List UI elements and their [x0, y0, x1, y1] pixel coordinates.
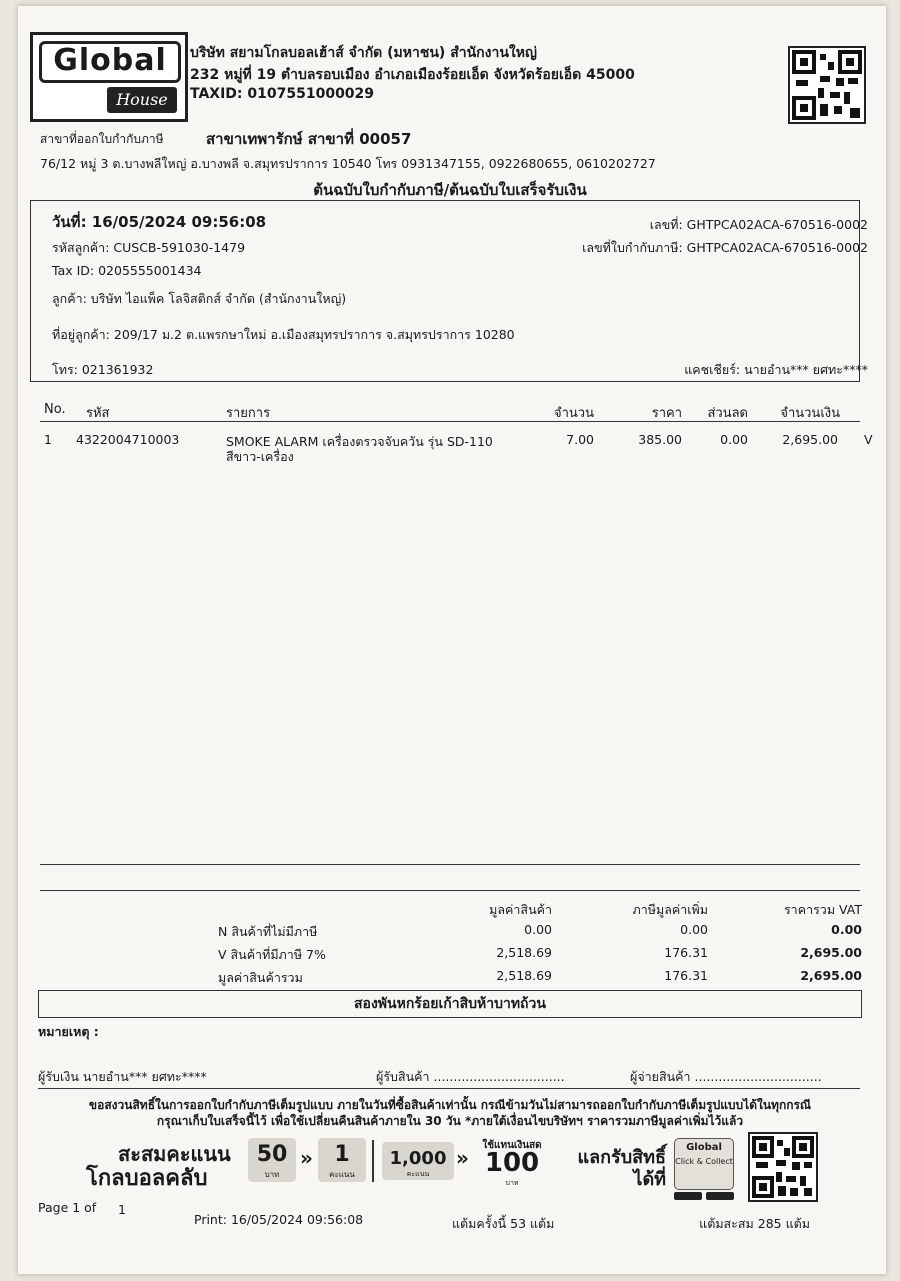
row-code: 4322004710003	[76, 432, 180, 447]
summary-label-nonvat: N สินค้าที่ไม่มีภาษี	[218, 924, 318, 939]
signature-divider	[38, 1088, 860, 1089]
app-store-icon	[706, 1192, 734, 1200]
cashier-name: แคชเชียร์: นายอำน*** ยศทะ****	[684, 362, 868, 377]
redeem-title-1: แลกรับสิทธิ์	[577, 1147, 666, 1168]
print-timestamp: Print: 16/05/2024 09:56:08	[194, 1212, 364, 1227]
cash-value: 100	[484, 1148, 540, 1178]
summary-header-value: มูลค่าสินค้า	[489, 902, 552, 917]
summary-top-divider	[40, 864, 860, 865]
cash-value-block	[474, 1138, 550, 1187]
google-play-icon	[674, 1192, 702, 1200]
amount-in-words: สองพันหกร้อยเก้าสิบห้าบาทถ้วน	[38, 990, 862, 1018]
summary-vat-vat: 176.31	[664, 945, 708, 960]
customer-phone: โทร: 021361932	[52, 362, 154, 377]
customer-address: ที่อยู่ลูกค้า: 209/17 ม.2 ต.แพรกษาใหม่ อ.เมืองสมุทรปราการ จ.สมุทรปราการ 10280	[52, 327, 515, 342]
promo-title-1: สะสมคะแนน	[118, 1142, 231, 1166]
company-address: 232 หมู่ที่ 19 ตำบลรอบเมือง อำเภอเมืองร้อยเอ็ด จังหวัดร้อยเอ็ด 45000	[190, 67, 635, 83]
arrow-icon-2: »	[456, 1146, 469, 1170]
summary-total-vat: 2,695.00	[800, 945, 862, 960]
summary-label-vat: V สินค้าที่มีภาษี 7%	[218, 947, 326, 962]
arrow-icon: »	[300, 1146, 313, 1170]
table-header-divider	[40, 421, 860, 422]
app-brand: Global	[686, 1142, 722, 1153]
col-header-description: รายการ	[226, 406, 271, 421]
payee-signature: ผู้รับเงิน นายอำน*** ยศทะ****	[38, 1069, 207, 1084]
summary-header-total: ราคารวม VAT	[783, 902, 862, 917]
qr-code-icon	[788, 46, 866, 124]
promo-title-2: โกลบอลคลับ	[86, 1166, 208, 1191]
col-header-price: ราคา	[651, 406, 682, 421]
summary-grand-total: 2,695.00	[800, 968, 862, 983]
document-title: ต้นฉบับใบกำกับภาษี/ต้นฉบับใบเสร็จรับเงิน	[313, 181, 587, 199]
points-this-time: แต้มครั้งนี้ 53 แต้ม	[452, 1216, 555, 1231]
spend-badge	[248, 1138, 296, 1182]
row-qty: 7.00	[566, 432, 594, 447]
row-amount: 2,695.00	[782, 432, 838, 447]
summary-label-total: มูลค่าสินค้ารวม	[218, 970, 303, 985]
notice-line-2: กรุณาเก็บใบเสร็จนี้ไว้ เพื่อใช้เปลี่ยนคืนสินค้าภายใน 30 วัน *ภายใต้เงื่อนไขบริษัทฯ ราคารวมภาษีมูลค่าเพิ่มไว้แล้ว	[156, 1114, 744, 1128]
payer-signature: ผู้จ่ายสินค้า ................................	[630, 1069, 822, 1084]
page-total: 1	[118, 1202, 126, 1217]
receiver-signature: ผู้รับสินค้า .................................	[376, 1069, 565, 1084]
row-vat-flag: V	[864, 432, 873, 447]
app-label: Click & Collect	[675, 1157, 733, 1166]
customer-tax-id: Tax ID: 0205555001434	[52, 263, 202, 278]
summary-value-nonvat: 0.00	[524, 922, 552, 937]
redeem-points-badge	[382, 1142, 454, 1180]
summary-divider	[40, 890, 860, 891]
invoice-date: วันที่: 16/05/2024 09:56:08	[52, 213, 267, 231]
customer-code: รหัสลูกค้า: CUSCB-591030-1479	[52, 240, 246, 255]
summary-vat-total: 176.31	[664, 968, 708, 983]
summary-vat-nonvat: 0.00	[680, 922, 708, 937]
get-unit: คะแนน	[329, 1170, 355, 1179]
company-taxid: TAXID: 0107551000029	[190, 86, 375, 102]
row-description: SMOKE ALARM เครื่องตรวจจับควัน รุ่น SD-110	[226, 434, 493, 449]
row-discount: 0.00	[720, 432, 748, 447]
branch-address: 76/12 หมู่ 3 ต.บางพลีใหญ่ อ.บางพลี จ.สมุทรปราการ 10540 โทร 0931347155, 0922680655, 0610202727	[40, 156, 656, 171]
page-indicator: Page 1 of	[38, 1200, 97, 1215]
spend-unit: บาท	[264, 1170, 280, 1179]
points-badge	[318, 1138, 366, 1182]
company-name: บริษัท สยามโกลบอลเฮ้าส์ จำกัด (มหาชน) สำนักงานใหญ่	[190, 45, 537, 61]
notice-line-1: ขอสงวนสิทธิ์ในการออกใบกำกับภาษีเต็มรูปแบบ ภายในวันที่ซื้อสินค้าเท่านั้น กรณีข้ามวันไม่สามารถออกใบกำกับภาษีเต็มรูปแบบได้ในทุกกรณี	[88, 1098, 812, 1112]
customer-name: ลูกค้า: บริษัท ไอแพ็ค โลจิสติกส์ จำกัด (สำนักงานใหญ่)	[52, 291, 347, 306]
col-header-amount: จำนวนเงิน	[780, 406, 840, 421]
points-accumulated: แต้มสะสม 285 แต้ม	[699, 1216, 810, 1231]
cash-unit: บาท	[505, 1179, 519, 1187]
redeem-title-2: ได้ที่	[633, 1169, 666, 1190]
promo-separator	[372, 1140, 374, 1182]
logo-text: Global	[39, 41, 181, 83]
summary-value-total: 2,518.69	[496, 968, 552, 983]
row-price: 385.00	[638, 432, 682, 447]
points-unit: คะแนน	[406, 1170, 430, 1178]
points-amount: 1,000	[389, 1148, 447, 1169]
spend-amount: 50	[256, 1142, 288, 1167]
click-collect-app-badge	[674, 1138, 734, 1190]
col-header-code: รหัส	[86, 406, 110, 421]
branch-name: สาขาเทพารักษ์ สาขาที่ 00057	[206, 130, 412, 148]
tax-invoice-number: เลขที่ใบกำกับภาษี: GHTPCA02ACA-670516-0002	[582, 240, 868, 255]
summary-total-nonvat: 0.00	[831, 922, 862, 937]
global-house-logo	[30, 32, 188, 122]
col-header-qty: จำนวน	[554, 406, 594, 421]
row-no: 1	[44, 432, 52, 447]
col-header-discount: ส่วนลด	[707, 406, 748, 421]
cash-label: ใช้แทนเงินสด	[482, 1140, 542, 1151]
row-description-2: สีขาว-เครื่อง	[226, 449, 294, 464]
branch-label: สาขาที่ออกใบกำกับภาษี	[40, 132, 164, 146]
app-qr-code-icon	[748, 1132, 818, 1202]
summary-value-vat: 2,518.69	[496, 945, 552, 960]
document-number: เลขที่: GHTPCA02ACA-670516-0002	[649, 217, 868, 232]
summary-header-vat: ภาษีมูลค่าเพิ่ม	[632, 902, 708, 917]
logo-subtext: House	[107, 87, 177, 113]
get-points: 1	[334, 1142, 350, 1167]
col-header-no: No.	[44, 402, 66, 417]
remark-label: หมายเหตุ :	[38, 1024, 99, 1039]
